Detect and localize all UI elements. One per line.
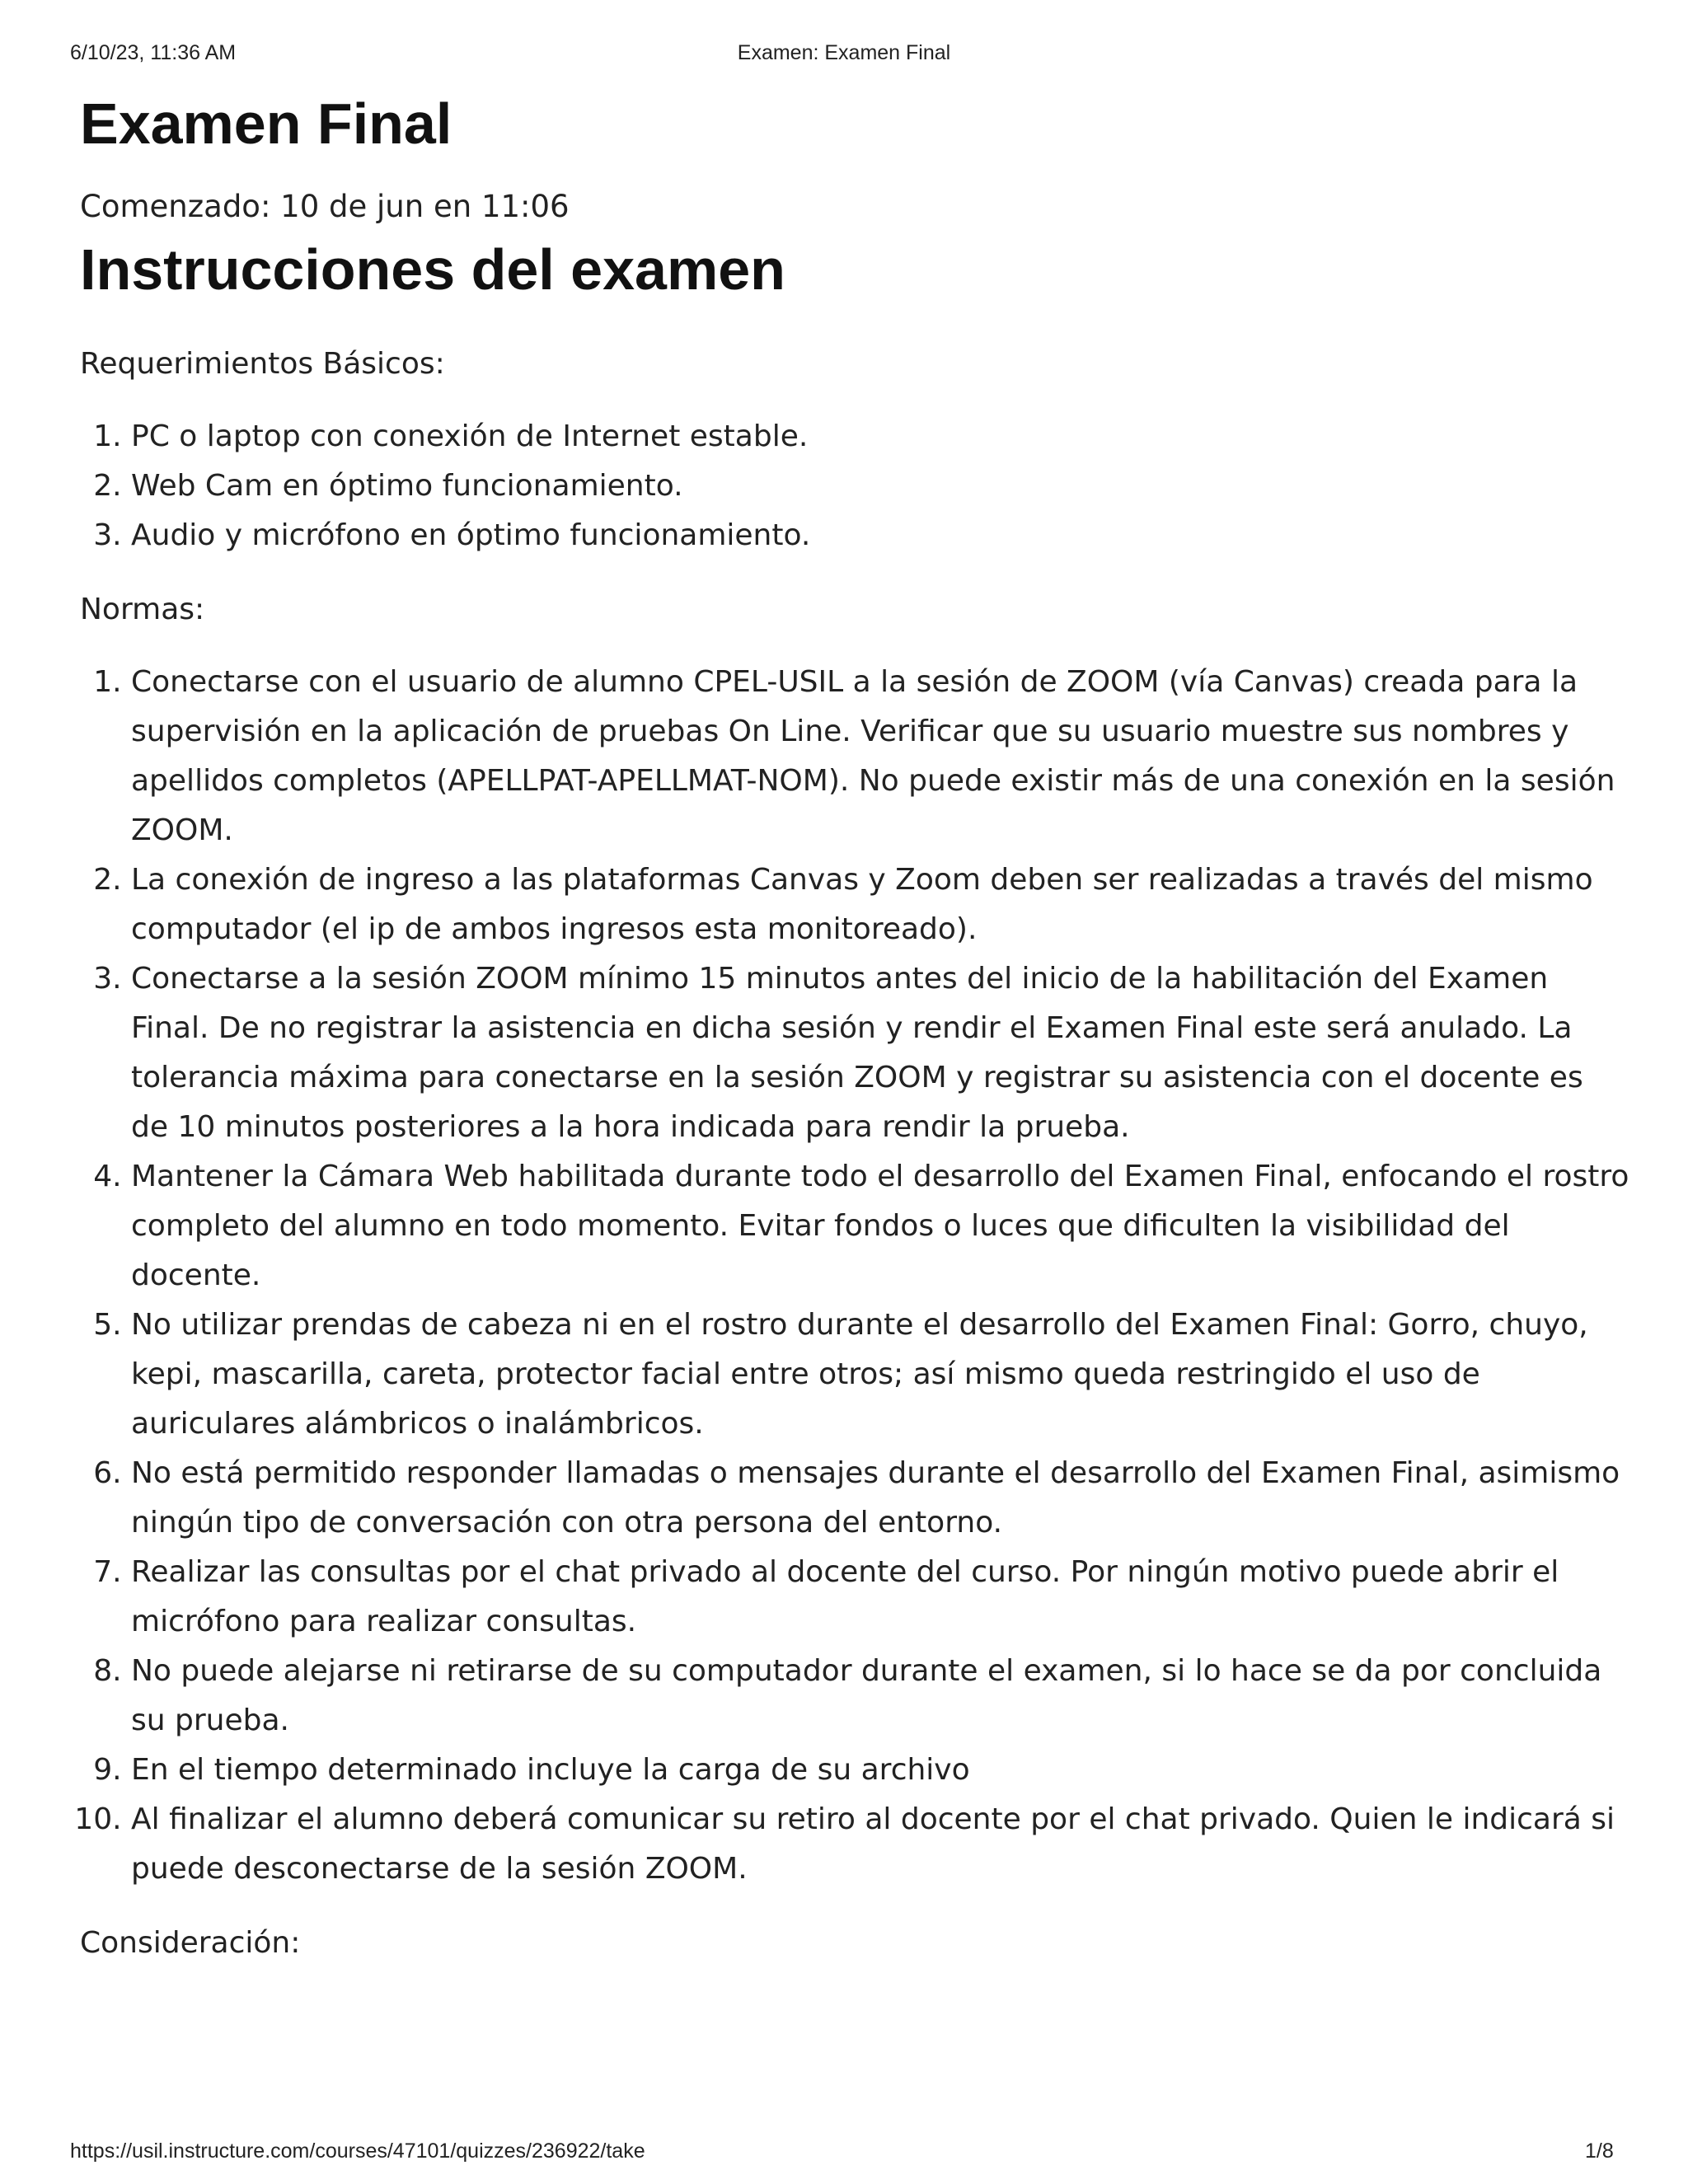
exam-started-time: Comenzado: 10 de jun en 11:06 [80,189,570,224]
list-item: 2. Web Cam en óptimo funcionamiento. [131,462,1629,511]
page-number: 1/8 [1585,2139,1614,2163]
list-item: 10. Al finalizar el alumno deberá comunicar su retiro al docente por el chat privado. Quien le indicará si puede desconectarse de la sesión ZOOM. [131,1795,1629,1894]
list-item: 7. Realizar las consultas por el chat privado al docente del curso. Por ningún motivo puede abrir el micrófono para realizar consultas. [131,1548,1629,1647]
list-item: 6. No está permitido responder llamadas o mensajes durante el desarrollo del Examen Final, asimismo ningún tipo de conversación con otra persona del entorno. [131,1449,1629,1548]
list-item: 5. No utilizar prendas de cabeza ni en el rostro durante el desarrollo del Examen Final: Gorro, chuyo, kepi, mascarilla, careta, protector facial entre otros; así mismo queda restringido el uso de auriculares alámbricos o inalámbricos. [131,1301,1629,1449]
print-document-title: Examen: Examen Final [737,41,951,64]
requirements-label: Requerimientos Básicos: [80,347,445,381]
page-url: https://usil.instructure.com/courses/47101/quizzes/236922/take [70,2139,645,2163]
list-item: 2. La conexión de ingreso a las plataformas Canvas y Zoom deben ser realizadas a través del mismo computador (el ip de ambos ingresos esta monitoreado). [131,855,1629,954]
print-datetime: 6/10/23, 11:36 AM [70,41,237,64]
rules-label: Normas: [80,593,205,626]
list-item: 1. PC o laptop con conexión de Internet estable. [131,412,1629,462]
consideration-label: Consideración: [80,1926,301,1960]
list-item: 8. No puede alejarse ni retirarse de su computador durante el examen, si lo hace se da por concluida su prueba. [131,1647,1629,1746]
list-item: 3. Conectarse a la sesión ZOOM mínimo 15 minutos antes del inicio de la habilitación del Examen Final. De no registrar la asistencia en dicha sesión y rendir el Examen Final este será anulado. La tolerancia máxima para conectarse en la sesión ZOOM y registrar su asistencia con el docente es de 10 minutos posteriores a la hora indicada para rendir la prueba. [131,954,1629,1152]
list-item: 9. En el tiempo determinado incluye la carga de su archivo [131,1746,1629,1795]
exam-title: Examen Final [80,91,452,156]
list-item: 3. Audio y micrófono en óptimo funcionamiento. [131,511,1629,560]
requirements-list [80,412,1629,560]
list-item: 1. Conectarse con el usuario de alumno CPEL-USIL a la sesión de ZOOM (vía Canvas) creada para la supervisión en la aplicación de pruebas On Line. Verificar que su usuario muestre sus nombres y apellidos completos (APELLPAT-APELLMAT-NOM). No puede existir más de una conexión en la sesión ZOOM. [131,658,1629,855]
rules-list [80,658,1629,1894]
instructions-heading: Instrucciones del examen [80,237,785,302]
list-item: 4. Mantener la Cámara Web habilitada durante todo el desarrollo del Examen Final, enfocando el rostro completo del alumno en todo momento. Evitar fondos o luces que dificulten la visibilidad del docente. [131,1152,1629,1301]
exam-content [80,89,1629,1968]
